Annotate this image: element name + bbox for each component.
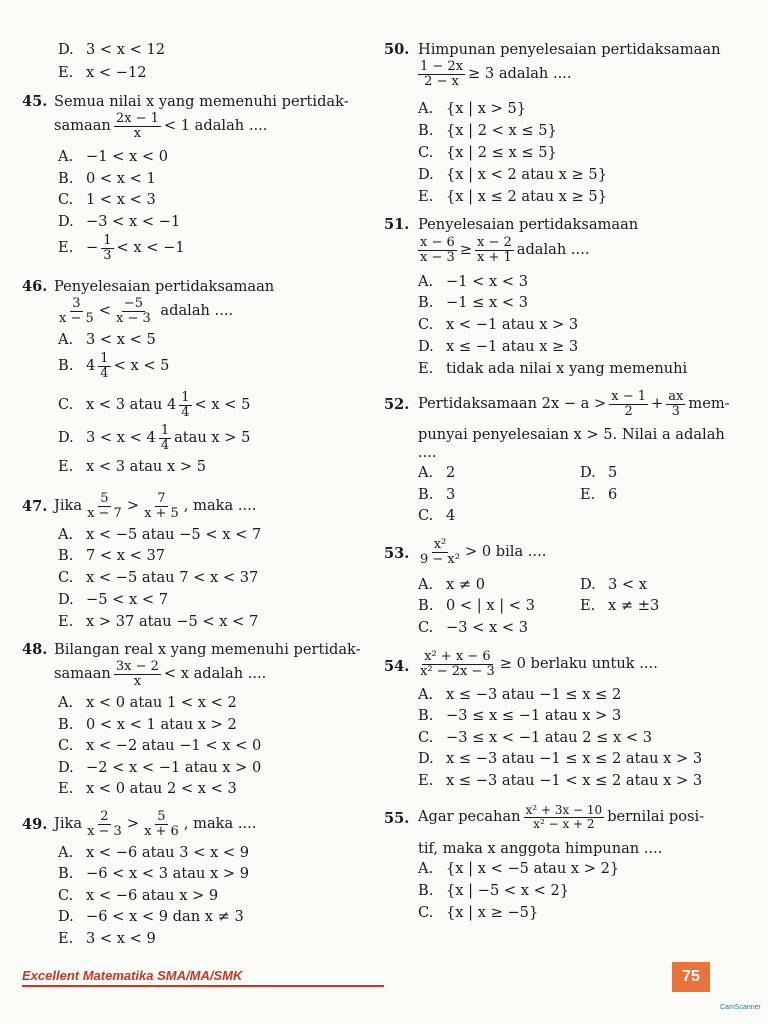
q45-option-a: A. −1 < x < 0 <box>58 148 169 165</box>
q53-option-d: D. 3 < x <box>580 576 648 593</box>
q46-option-e: E. x < 3 atau x > 5 <box>58 458 206 475</box>
q45-fraction: $\frac{2x - 1}{x}$ <box>115 111 159 141</box>
q45-option-d: D. −3 < x < −1 <box>58 213 181 230</box>
q52-option-b: B. 3 <box>418 486 456 503</box>
q52-stem-line2: punyai penyelesaian x > 5. Nilai a adalah <box>418 426 725 443</box>
q54-stem: $\frac{\text{x² + x − 6}}{\text{x² − 2x − 3}}$ ≥ 0 berlaku untuk .... <box>420 649 658 679</box>
q48-option-e: E. x < 0 atau 2 < x < 3 <box>58 780 237 797</box>
q55-option-b: B. {x | −5 < x < 2} <box>418 882 570 899</box>
q54-number: 54. <box>384 658 410 675</box>
q52-stem-line3: .... <box>418 444 437 461</box>
q46-stem-line1: Penyelesaian pertidaksamaan <box>54 278 275 295</box>
q53-stem: $\frac{\text{x²}}{\text{9 − x²}}$ > 0 bila .... <box>420 537 547 567</box>
q53-option-e: E. x ≠ ±3 <box>580 597 660 614</box>
q52-option-d: D. 5 <box>580 464 618 481</box>
q48-stem-line1: Bilangan real x yang memenuhi pertidak- <box>54 641 361 658</box>
q46-option-a: A. 3 < x < 5 <box>58 331 156 348</box>
q45-option-c: C. 1 < x < 3 <box>58 191 156 208</box>
q55-number: 55. <box>384 810 410 827</box>
q47-option-e: E. x > 37 atau −5 < x < 7 <box>58 613 259 630</box>
q47-option-b: B. 7 < x < 37 <box>58 547 166 564</box>
q48-option-b: B. 0 < x < 1 atau x > 2 <box>58 716 237 733</box>
q46-number: 46. <box>22 278 48 295</box>
q46-stem-line2: $\frac{3}{x - 5}$ < $\frac{-5}{x - 3}$ adalah .... <box>59 296 234 326</box>
q46-option-b: B. 4 $\frac{1}{4}$ < x < 5 <box>58 351 170 381</box>
q54-option-a: A. x ≤ −3 atau −1 ≤ x ≤ 2 <box>418 686 622 703</box>
q48-option-c: C. x < −2 atau −1 < x < 0 <box>58 737 262 754</box>
q54-option-c: C. −3 ≤ x < −1 atau 2 ≤ x < 3 <box>418 729 653 746</box>
q46-option-d: D. 3 < x < 4 $\frac{1}{4}$ atau x > 5 <box>58 423 251 453</box>
book-title: Excellent Matematika SMA/MA/SMK <box>22 968 243 983</box>
q51-option-e: E. tidak ada nilai x yang memenuhi <box>418 360 688 377</box>
q50-option-b: B. {x | 2 < x ≤ 5} <box>418 122 557 139</box>
q53-option-a: A. x ≠ 0 <box>418 576 486 593</box>
q47-option-c: C. x < −5 atau 7 < x < 37 <box>58 569 259 586</box>
q45-number: 45. <box>22 93 48 110</box>
q47-number: 47. <box>22 498 48 515</box>
page-number-badge <box>672 962 710 992</box>
q54-option-e: E. x ≤ −3 atau −1 < x ≤ 2 atau x > 3 <box>418 772 703 789</box>
q52-option-a: A. 2 <box>418 464 456 481</box>
q52-number: 52. <box>384 396 410 413</box>
q49-number: 49. <box>22 816 48 833</box>
q50-option-c: C. {x | 2 ≤ x ≤ 5} <box>418 144 557 161</box>
q50-number: 50. <box>384 41 410 58</box>
q51-stem-line2: $\frac{x - 6}{x - 3}$ ≥ $\frac{x - 2}{x + 1}$ adalah .... <box>420 235 590 265</box>
q53-option-c: C. −3 < x < 3 <box>418 619 529 636</box>
q51-stem-line1: Penyelesaian pertidaksamaan <box>418 216 639 233</box>
q53-option-b: B. 0 < | x | < 3 <box>418 597 535 614</box>
q49-option-a: A. x < −6 atau 3 < x < 9 <box>58 844 250 861</box>
q48-option-a: A. x < 0 atau 1 < x < 2 <box>58 694 237 711</box>
q47-option-a: A. x < −5 atau −5 < x < 7 <box>58 526 262 543</box>
q49-stem: Jika $\frac{2}{x - 3}$ > $\frac{5}{x + 6}$ , maka .... <box>54 809 257 839</box>
q53-number: 53. <box>384 545 410 562</box>
q49-option-c: C. x < −6 atau x > 9 <box>58 887 219 904</box>
q47-stem: Jika $\frac{5}{x - 7}$ > $\frac{7}{x + 5}$ , maka .... <box>54 491 257 521</box>
q50-option-a: A. {x | x > 5} <box>418 100 527 117</box>
q49-option-d: D. −6 < x < 9 dan x ≠ 3 <box>58 908 244 925</box>
q51-option-c: C. x < −1 atau x > 3 <box>418 316 579 333</box>
q52-option-e: E. 6 <box>580 486 618 503</box>
q47-option-d: D. −5 < x < 7 <box>58 591 169 608</box>
q48-stem-line2: samaan $\frac{3x - 2}{x}$ < x adalah .... <box>54 659 267 689</box>
q50-stem-line1: Himpunan penyelesaian pertidaksamaan <box>418 41 721 58</box>
q45-stem-line1: Semua nilai x yang memenuhi pertidak- <box>54 93 349 110</box>
q51-option-d: D. x ≤ −1 atau x ≥ 3 <box>418 338 579 355</box>
q55-option-c: C. {x | x ≥ −5} <box>418 904 539 921</box>
q52-stem-line1: Pertidaksamaan 2x − a > $\frac{x - 1}{2}$ + $\frac{ax}{3}$ mem- <box>418 389 730 419</box>
q54-option-d: D. x ≤ −3 atau −1 ≤ x ≤ 2 atau x > 3 <box>418 750 703 767</box>
q48-option-d: D. −2 < x < −1 atau x > 0 <box>58 759 262 776</box>
q45-stem-line2: samaan $\frac{2x - 1}{x}$ < 1 adalah .... <box>54 111 268 141</box>
q45-option-e: E. − $\frac{1}{3}$ < x < −1 <box>58 233 185 263</box>
q49-option-e: E. 3 < x < 9 <box>58 930 156 947</box>
footer-divider <box>22 985 384 987</box>
page-number: 75 <box>682 968 700 985</box>
q51-option-b: B. −1 ≤ x < 3 <box>418 294 529 311</box>
q50-option-d: D. {x | x < 2 atau x ≥ 5} <box>418 166 607 183</box>
q51-option-a: A. −1 < x < 3 <box>418 273 529 290</box>
scanner-watermark: CamScanner <box>720 1004 761 1011</box>
q44-option-d: D. 3 < x < 12 <box>58 41 166 58</box>
q55-stem-line1: Agar pecahan $\frac{\text{x² + 3x − 10}}{\text{x² − x + 2}}$ bernilai posi- <box>418 803 705 831</box>
q46-option-c: C. x < 3 atau 4 $\frac{1}{4}$ < x < 5 <box>58 390 251 420</box>
q48-number: 48. <box>22 641 48 658</box>
q45-option-b: B. 0 < x < 1 <box>58 170 156 187</box>
q44-option-e: E. x < −12 <box>58 64 147 81</box>
q55-option-a: A. {x | x < −5 atau x > 2} <box>418 860 620 877</box>
q50-stem-line2: $\frac{1 - 2x}{2 - x}$ ≥ 3 adalah .... <box>420 59 572 89</box>
q49-option-b: B. −6 < x < 3 atau x > 9 <box>58 865 250 882</box>
q51-number: 51. <box>384 216 410 233</box>
q55-stem-line2: tif, maka x anggota himpunan .... <box>418 840 663 857</box>
q52-option-c: C. 4 <box>418 507 456 524</box>
q50-option-e: E. {x | x ≤ 2 atau x ≥ 5} <box>418 188 607 205</box>
q54-option-b: B. −3 ≤ x ≤ −1 atau x > 3 <box>418 707 622 724</box>
